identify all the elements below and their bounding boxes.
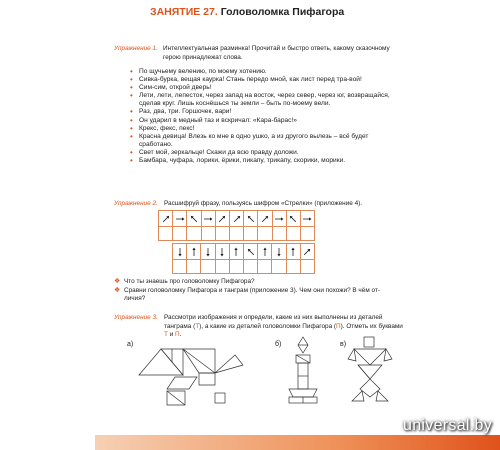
arrow-icon: [260, 247, 270, 257]
cipher-answer-cell[interactable]: [243, 260, 257, 274]
bullet-icon: •: [130, 91, 133, 101]
cipher-arrow-cell: [258, 244, 272, 260]
figure-label-b: б): [275, 341, 282, 348]
arrow-icon: [175, 214, 185, 224]
exercise-1-item-text: Крекс, фекс, пекс!: [139, 124, 195, 132]
exercise-1-item: [130, 149, 392, 157]
exercise-1-intro: Интеллектуальная разминка! Прочитай и быстро ответь, какому сказочному герою принадлежат слова.: [163, 45, 390, 61]
cipher-row-2: [172, 243, 315, 274]
exercise-1-item-text: Сим-сим, открой дверь!: [139, 84, 212, 92]
lesson-name: Головоломка Пифагора: [220, 6, 345, 18]
figure-label-c: в): [340, 341, 347, 348]
cipher-arrow-cell: [244, 211, 258, 227]
cipher-arrow-cell: [229, 211, 243, 227]
exercise-1-label: Упражнение 1.: [114, 45, 158, 52]
arrow-icon: [288, 247, 298, 257]
cipher-arrow-cell: [201, 244, 215, 260]
cipher-arrow-cell: [300, 244, 314, 260]
cipher-arrow-cell: [243, 244, 257, 260]
bottom-decor-bar: [95, 435, 500, 450]
exercise-1-item-text: Он ударил в медный таз и вскричал: «Кара-барас!»: [139, 116, 297, 124]
cipher-answer-cell[interactable]: [229, 260, 243, 274]
cipher-arrow-cell: [201, 211, 215, 227]
exercise-2-text: Расшифруй фразу, пользуясь шифром «Стрелки» (приложение 4).: [164, 200, 363, 207]
exercise-3-label: Упражнение 3.: [114, 314, 158, 321]
arrow-icon: [274, 214, 284, 224]
cipher-arrow-cell: [286, 244, 300, 260]
arrow-icon: [288, 214, 298, 224]
exercise-1-item: [130, 157, 392, 165]
cipher-arrow-cell: [187, 244, 201, 260]
cipher-answer-cell[interactable]: [300, 227, 314, 241]
diamond-bullet-icon: ❖: [114, 278, 121, 285]
bullet-icon: •: [130, 156, 133, 166]
exercise-1-item: [130, 92, 392, 108]
question-item: [114, 278, 399, 287]
arrow-icon: [203, 247, 213, 257]
arrow-icon: [302, 247, 312, 257]
cipher-answer-cell[interactable]: [173, 260, 187, 274]
exercise-1-item: [130, 133, 392, 149]
exercise-2-label: Упражнение 2.: [114, 200, 158, 207]
exercise-1-item-text: Свет мой, зеркальце! Скажи да всю правду доложи.: [139, 148, 299, 156]
figure-a-bird[interactable]: [135, 335, 245, 407]
bullet-icon: •: [130, 147, 133, 157]
cipher-row-1: [158, 210, 315, 241]
page-title: [150, 6, 344, 18]
exercise-1-item-text: Раз, два, три. Горшочек, вари!: [139, 108, 232, 116]
cipher-answer-cell[interactable]: [258, 227, 272, 241]
cipher-answer-cell[interactable]: [201, 227, 215, 241]
tangram-mark: Т: [195, 322, 200, 330]
exercise-1-item-text: Бамбара, чуфара, лорики, ёрики, пикапу, трикапу, скорики, морики.: [139, 157, 346, 165]
question-text: Что ты знаешь про головоломку Пифагора?: [124, 278, 255, 285]
cipher-arrow-cell: [300, 211, 314, 227]
arrow-icon: [246, 214, 256, 224]
bullet-icon: •: [130, 123, 133, 133]
cipher-arrow-cell: [173, 244, 187, 260]
bullet-icon: •: [130, 131, 133, 141]
bullet-icon: •: [130, 75, 133, 85]
exercise-1-item: [130, 76, 392, 84]
cipher-answer-cell[interactable]: [187, 260, 201, 274]
cipher-arrow-cell: [272, 244, 286, 260]
cipher-answer-cell[interactable]: [244, 227, 258, 241]
cipher-answer-cell[interactable]: [201, 260, 215, 274]
arrow-icon: [231, 247, 241, 257]
cipher-answer-cell[interactable]: [258, 260, 272, 274]
arrow-icon: [217, 247, 227, 257]
arrow-icon: [203, 214, 213, 224]
bullet-icon: •: [130, 107, 133, 117]
cipher-arrow-cell: [215, 211, 229, 227]
cipher-answer-cell[interactable]: [159, 227, 173, 241]
cipher-arrow-cell: [272, 211, 286, 227]
cipher-arrow-cell: [215, 244, 229, 260]
bullet-icon: •: [130, 115, 133, 125]
cipher-arrow-cell: [286, 211, 300, 227]
arrow-icon: [260, 214, 270, 224]
arrow-icon: [302, 214, 312, 224]
cipher-arrow-cell: [173, 211, 187, 227]
bullet-icon: •: [130, 67, 133, 76]
cipher-answer-cell[interactable]: [229, 227, 243, 241]
question-item: [114, 287, 399, 304]
exercise-1-item: [130, 68, 392, 76]
questions-list: [114, 278, 399, 304]
cipher-arrow-cell: [229, 244, 243, 260]
cipher-answer-cell[interactable]: [215, 260, 229, 274]
arrow-icon: [189, 247, 199, 257]
cipher-answer-cell[interactable]: [215, 227, 229, 241]
exercise-1-item: [130, 125, 392, 133]
cipher-answer-cell[interactable]: [173, 227, 187, 241]
cipher-answer-cell[interactable]: [272, 260, 286, 274]
cipher-arrow-cell: [258, 211, 272, 227]
exercise-1-item-text: Сивка-бурка, вещая каурка! Стань передо мной, как лист перед тра-вой!: [139, 76, 362, 84]
cipher-answer-cell[interactable]: [286, 227, 300, 241]
figure-label-a: а): [127, 341, 134, 348]
question-text: Сравни головоломку Пифагора и танграм (приложение 3). Чем они похожи? В чём от-личия?: [124, 286, 380, 303]
cipher-arrow-cell: [159, 211, 173, 227]
exercise-1-item: [130, 117, 392, 125]
cipher-answer-cell[interactable]: [286, 260, 300, 274]
arrow-icon: [246, 247, 256, 257]
arrow-icon: [217, 214, 227, 224]
arrow-icon: [161, 214, 171, 224]
bullet-icon: •: [130, 83, 133, 93]
cipher-answer-cell[interactable]: [300, 260, 314, 274]
figure-c-person[interactable]: [344, 335, 396, 407]
cipher-answer-cell[interactable]: [187, 227, 201, 241]
figure-b-candle[interactable]: [283, 335, 325, 407]
exercise-1-item-text: Лети, лети, лепесток, через запад на восток, через север, через юг, возвращайся, сделав круг. Лишь коснёшься ты земли – быть по-моему вели.: [139, 92, 390, 108]
arrow-icon: [274, 247, 284, 257]
arrow-icon: [189, 214, 199, 224]
exercise-1-item-text: По щучьему велению, по моему хотению.: [139, 68, 267, 75]
cipher-answer-cell[interactable]: [272, 227, 286, 241]
arrow-icon: [175, 247, 185, 257]
site-watermark: universal.by: [403, 417, 492, 434]
arrow-icon: [232, 214, 242, 224]
pythagoras-mark: П: [336, 322, 341, 330]
exercise-1-item: [130, 108, 392, 116]
exercise-1-list: [130, 68, 392, 165]
cipher-arrow-cell: [187, 211, 201, 227]
exercise-3-text: Рассмотри изображения и определи, какие из них выполнены из деталей танграма (Т), а какие из деталей головоломки Пифагора (П). Отметь их буквами Т и П.: [164, 314, 403, 339]
lesson-number: ЗАНЯТИЕ 27.: [150, 6, 218, 18]
diamond-bullet-icon: ❖: [114, 286, 121, 294]
exercise-1-item-text: Красна девица! Влезь ко мне в одно ушко, а из другого вылезь – всё будет сработано.: [139, 132, 369, 148]
